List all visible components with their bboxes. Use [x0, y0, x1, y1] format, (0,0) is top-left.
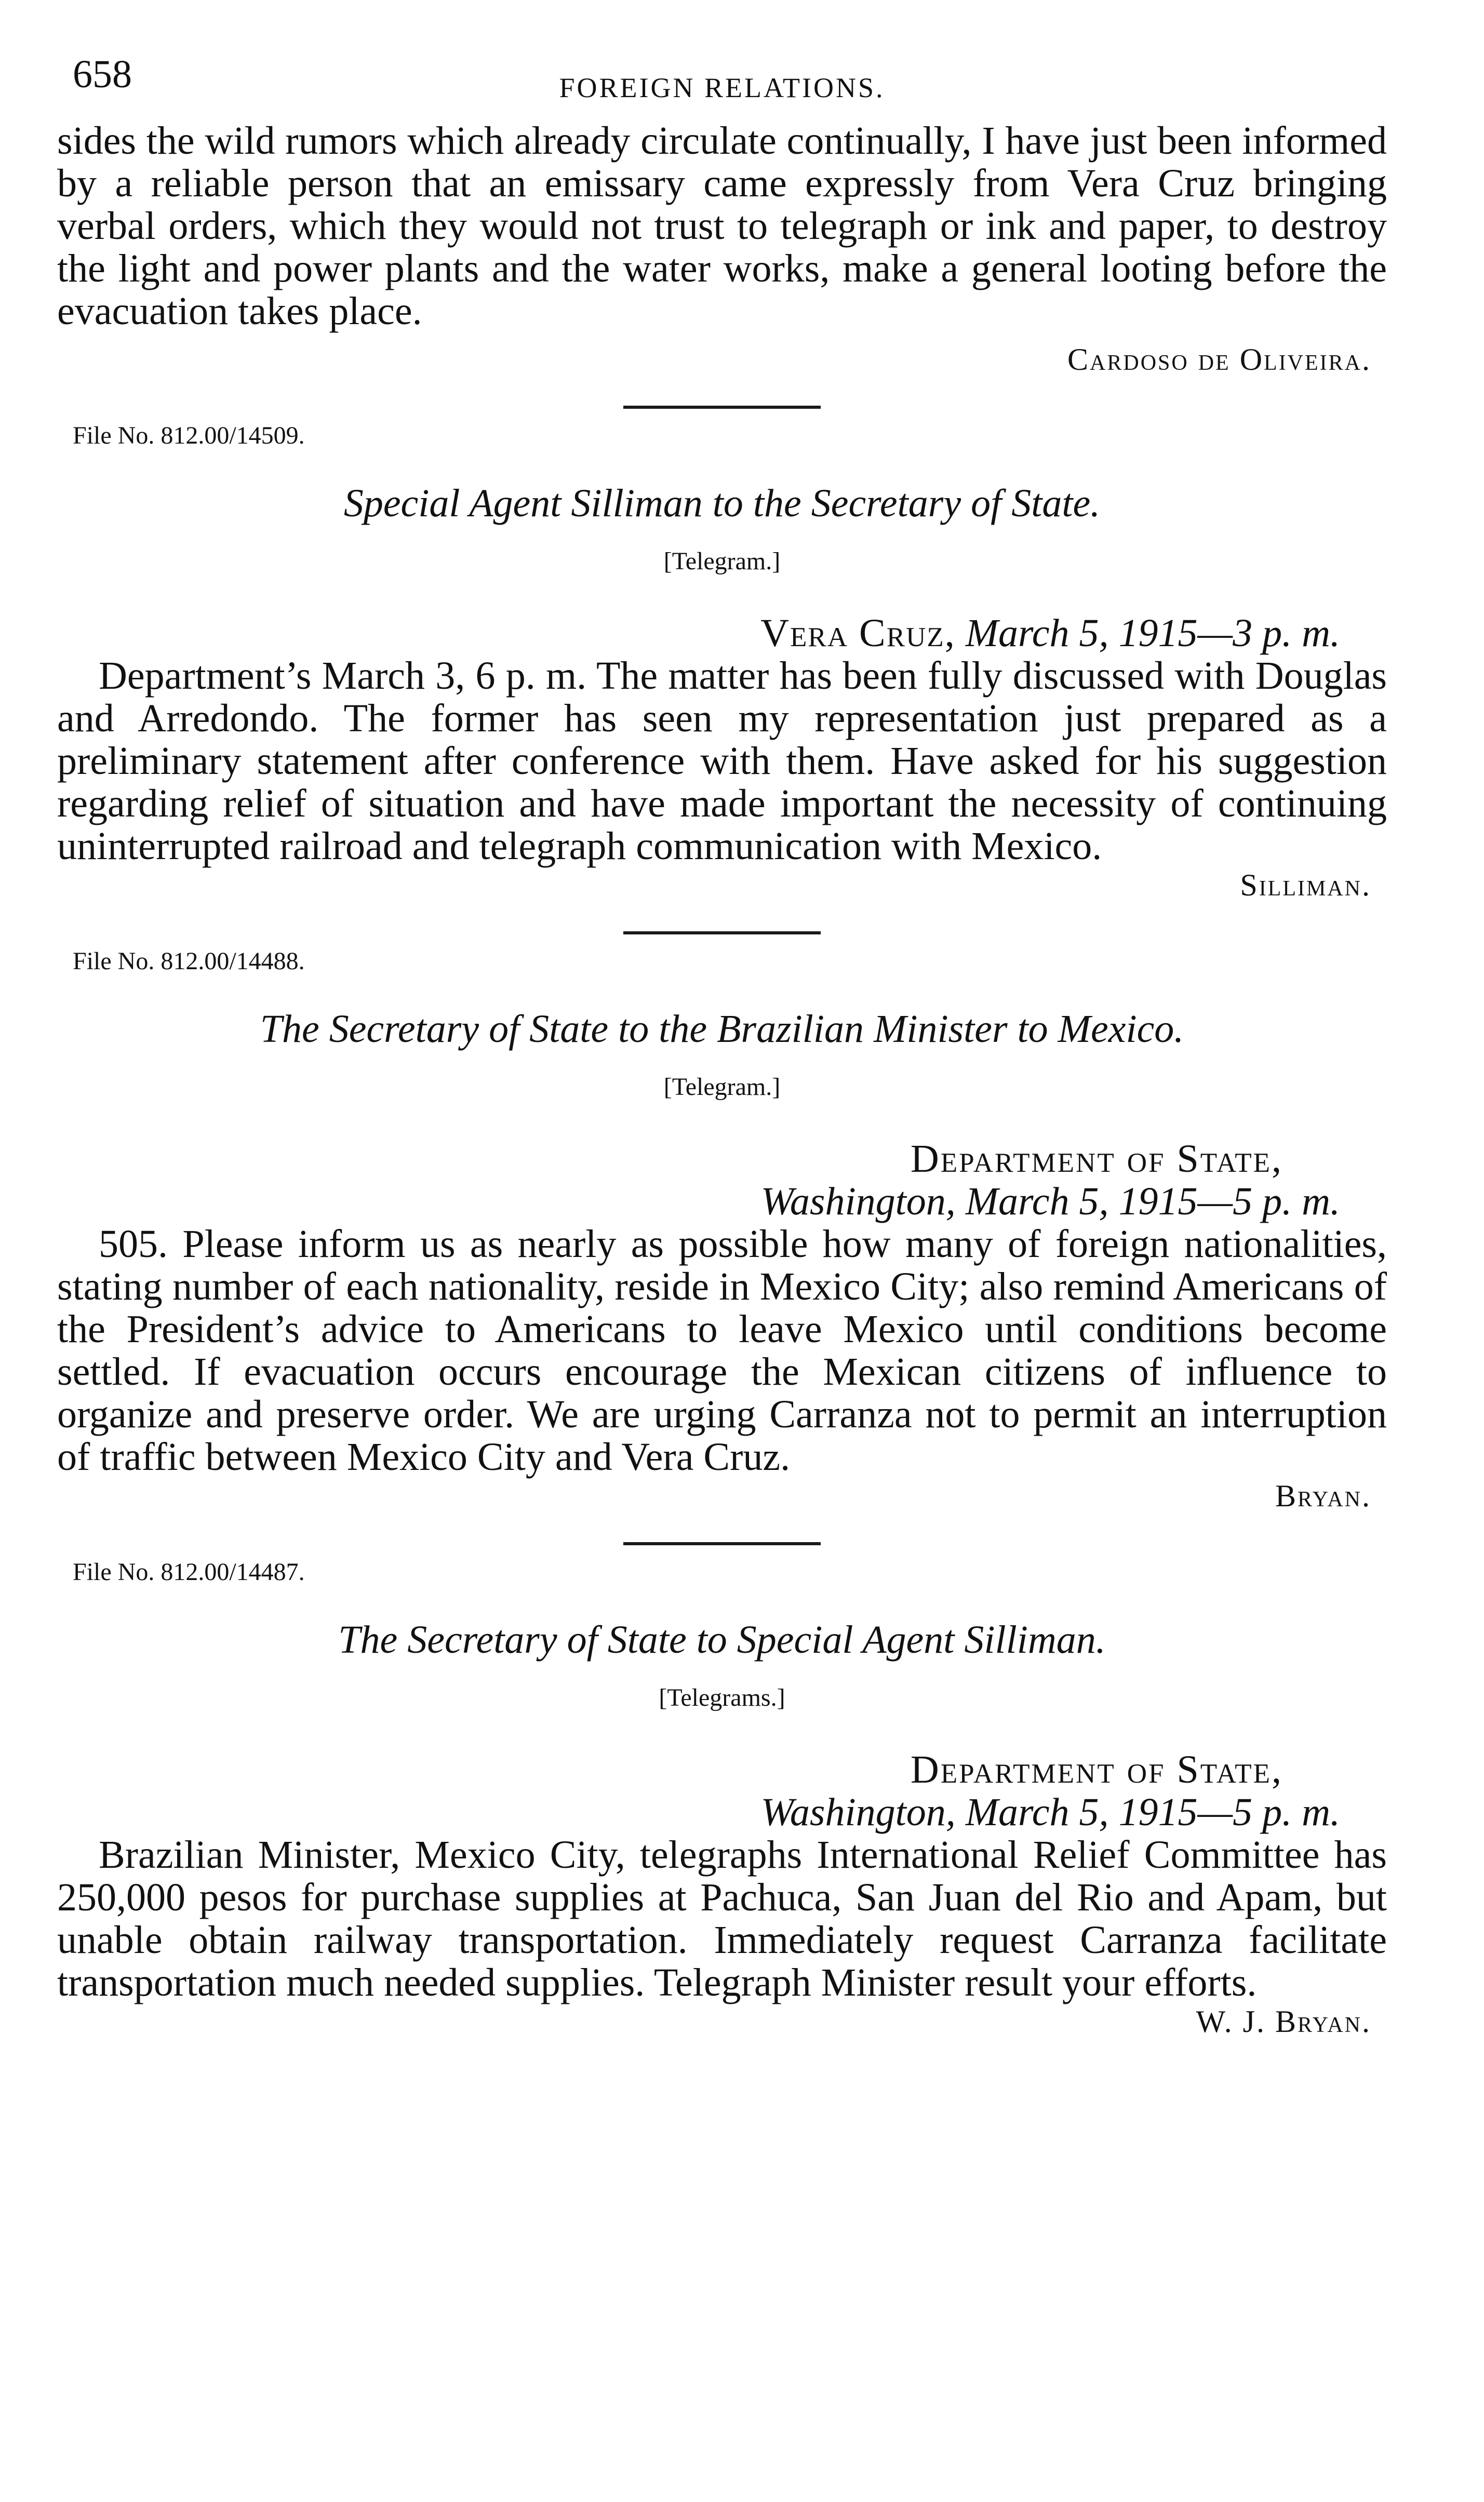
telegram-text: 505. Please inform us as nearly as possible how many of foreign nationalities, stating number of each nationality, reside in Mexico City; also remind Americans of the President’s advice to Americans to leave Mexico until conditions become settled. If evacuation occurs encourage the Mexican citizens of influence to organize and preserve order. We are urging Carranza not to permit an interruption of traffic between Mexico City and Vera Cruz.: [57, 1222, 1387, 1479]
document-title: The Secretary of State to the Brazilian Minister to Mexico.: [260, 1007, 1184, 1051]
file-number: File No. 812.00/14509.: [73, 422, 305, 449]
telegram-label: [Telegram.]: [663, 547, 781, 575]
telegram-text: Brazilian Minister, Mexico City, telegraphs International Relief Committee has 250,000 pesos for purchase supplies at Pachuca, San Juan del Rio and Apam, but unable obtain railway transportation. Immediately request Carranza facilitate transportation much needed supplies. Telegraph Minister result your efforts.: [57, 1833, 1387, 2004]
signature-cardoso: Cardoso de Oliveira.: [1067, 342, 1371, 377]
separator-rule: [623, 1542, 821, 1545]
signature-w-j-bryan: W. J. Bryan.: [1196, 2004, 1371, 2039]
dateline-date: Washington, March 5, 1915—5 p. m.: [760, 1790, 1340, 1834]
page-number: 658: [73, 52, 132, 96]
document-title: The Secretary of State to Special Agent Silliman.: [338, 1618, 1106, 1662]
dateline-department: Department of State,: [910, 1748, 1283, 1791]
dateline: [57, 1748, 1340, 1834]
file-number: File No. 812.00/14488.: [73, 947, 305, 975]
document-title: Special Agent Silliman to the Secretary of State.: [343, 481, 1101, 525]
continuation-paragraph: sides the wild rumors which already circulate continually, I have just been informed by a reliable person that an emissary came expressly from Vera Cruz bringing verbal orders, which they would not trust to telegraph or ink and paper, to destroy the light and power plants and the water works, make a general looting before the evacuation takes place.: [57, 119, 1387, 333]
telegram-text: Department’s March 3, 6 p. m. The matter has been fully discussed with Douglas and Arredondo. The former has seen my representation just prepared as a preliminary statement after conference with them. Have asked for his suggestion regarding relief of situation and have made important the necessity of continuing uninterrupted railroad and telegraph communication with Mexico.: [57, 654, 1387, 868]
signature-silliman: Silliman.: [1240, 868, 1371, 902]
telegram-label: [Telegrams.]: [659, 1684, 785, 1711]
running-head: [57, 52, 1387, 119]
telegram-label: [Telegram.]: [663, 1073, 781, 1101]
document-page: [57, 52, 1387, 2040]
dateline-place: Vera Cruz,: [760, 611, 956, 655]
file-number: File No. 812.00/14487.: [73, 1558, 305, 1586]
dateline: [57, 1138, 1340, 1223]
dateline-date: March 5, 1915—3 p. m.: [965, 611, 1340, 655]
signature-bryan: Bryan.: [1275, 1479, 1371, 1513]
separator-rule: [623, 931, 821, 934]
dateline: [57, 612, 1340, 654]
separator-rule: [623, 406, 821, 409]
running-title: FOREIGN RELATIONS.: [559, 72, 885, 103]
dateline-date: Washington, March 5, 1915—5 p. m.: [760, 1180, 1340, 1223]
dateline-department: Department of State,: [910, 1137, 1283, 1181]
